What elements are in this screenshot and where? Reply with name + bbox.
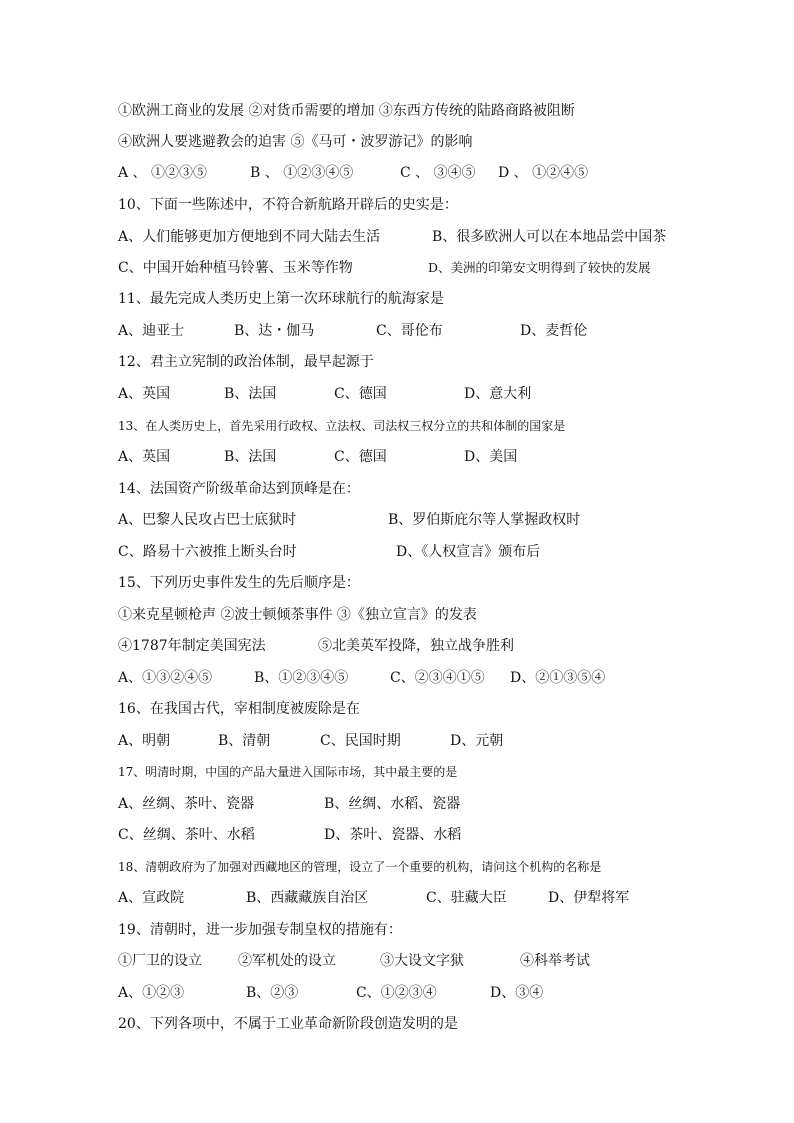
q16-option-a[interactable]: A、明朝 bbox=[118, 733, 171, 749]
q12-options bbox=[118, 383, 678, 405]
q15-item-4: ④1787年制定美国宪法 bbox=[118, 638, 266, 654]
q20-stem: 20、下列各项中，不属于工业革命新阶段创造发明的是 bbox=[118, 1016, 458, 1032]
q15-items-line1: ①来克星顿枪声 ②波士顿倾茶事件 ③《独立宣言》的发表 bbox=[118, 607, 477, 623]
q14-option-d[interactable]: D、《人权宣言》颁布后 bbox=[396, 544, 541, 560]
q13-option-d[interactable]: D、美国 bbox=[464, 449, 518, 465]
q17-options-row1 bbox=[118, 793, 678, 815]
q16-option-c[interactable]: C、民国时期 bbox=[320, 733, 401, 749]
q19-options bbox=[118, 982, 678, 1004]
q12-option-c[interactable]: C、德国 bbox=[334, 386, 387, 402]
q11-options bbox=[118, 320, 678, 342]
q15-option-d[interactable]: D、②①③⑤④ bbox=[510, 670, 606, 686]
q10-option-a[interactable]: A、人们能够更加方便地到不同大陆去生活 bbox=[118, 229, 381, 245]
q15-stem: 15、下列历史事件发生的先后顺序是： bbox=[118, 575, 360, 591]
q14-options-row1 bbox=[118, 509, 678, 531]
q11-option-d[interactable]: D、麦哲伦 bbox=[520, 323, 588, 339]
q18-option-a[interactable]: A、宣政院 bbox=[118, 890, 185, 906]
q17-stem: 17、明清时期，中国的产品大量进入国际市场，其中最主要的是 bbox=[118, 765, 458, 779]
q11-stem: 11、最先完成人类历史上第一次环球航行的航海家是 bbox=[118, 291, 444, 307]
q18-stem: 18、清朝政府为了加强对西藏地区的管理，设立了一个重要的机构，请问这个机构的名称是 bbox=[118, 860, 602, 874]
q15-option-b[interactable]: B、①②③④⑤ bbox=[254, 670, 349, 686]
q16-option-b[interactable]: B、清朝 bbox=[218, 733, 271, 749]
q13-option-a[interactable]: A、英国 bbox=[118, 449, 171, 465]
q15-item-5: ⑤北美英军投降，独立战争胜利 bbox=[318, 638, 514, 654]
q9-option-b[interactable]: B 、 ①②③④⑤ bbox=[250, 165, 354, 181]
q9-items-line2: ④欧洲人要逃避教会的迫害 ⑤《马可・波罗游记》的影响 bbox=[118, 134, 473, 150]
q17-option-a[interactable]: A、丝绸、茶叶、瓷器 bbox=[118, 796, 255, 812]
q14-option-b[interactable]: B、罗伯斯庇尔等人掌握政权时 bbox=[388, 512, 581, 528]
q10-stem: 10、下面一些陈述中，不符合新航路开辟后的史实是： bbox=[118, 197, 458, 213]
q11-option-a[interactable]: A、迪亚士 bbox=[118, 323, 185, 339]
q9-options bbox=[118, 162, 678, 184]
q13-options bbox=[118, 446, 678, 468]
q19-option-b[interactable]: B、②③ bbox=[246, 985, 299, 1001]
q14-options-row2 bbox=[118, 541, 678, 563]
q9-option-a[interactable]: A 、 ①②③⑤ bbox=[118, 165, 208, 181]
q9-option-c[interactable]: C 、 ③④⑤ bbox=[400, 165, 476, 181]
q18-option-b[interactable]: B、西藏藏族自治区 bbox=[246, 890, 369, 906]
q12-stem: 12、君主立宪制的政治体制，最早起源于 bbox=[118, 354, 374, 370]
q17-option-c[interactable]: C、丝绸、茶叶、水稻 bbox=[118, 827, 255, 843]
q17-option-d[interactable]: D、茶叶、瓷器、水稻 bbox=[324, 827, 462, 843]
q19-items bbox=[118, 950, 678, 972]
q10-option-c[interactable]: C、中国开始种植马铃薯、玉米等作物 bbox=[118, 260, 353, 276]
q14-option-c[interactable]: C、路易十六被推上断头台时 bbox=[118, 544, 297, 560]
q17-options-row2 bbox=[118, 824, 678, 846]
q19-item-4: ④科举考试 bbox=[520, 953, 590, 969]
q19-item-2: ②军机处的设立 bbox=[238, 953, 336, 969]
q15-option-c[interactable]: C、②③④①⑤ bbox=[390, 670, 485, 686]
q13-option-c[interactable]: C、德国 bbox=[334, 449, 387, 465]
q16-stem: 16、在我国古代，宰相制度被废除是在 bbox=[118, 701, 360, 717]
q10-options-row1 bbox=[118, 226, 678, 248]
q16-option-d[interactable]: D、元朝 bbox=[450, 733, 504, 749]
q15-items-line2 bbox=[118, 635, 678, 657]
q10-option-d[interactable]: D、美洲的印第安文明得到了较快的发展 bbox=[428, 260, 651, 275]
q10-option-b[interactable]: B、很多欧洲人可以在本地品尝中国茶 bbox=[432, 229, 667, 245]
q12-option-b[interactable]: B、法国 bbox=[224, 386, 277, 402]
q13-option-b[interactable]: B、法国 bbox=[224, 449, 277, 465]
q12-option-d[interactable]: D、意大利 bbox=[464, 386, 532, 402]
q11-option-b[interactable]: B、达・伽马 bbox=[234, 323, 315, 339]
q16-options bbox=[118, 730, 678, 752]
q15-option-a[interactable]: A、①③②④⑤ bbox=[118, 670, 213, 686]
q14-option-a[interactable]: A、巴黎人民攻占巴士底狱时 bbox=[118, 512, 297, 528]
q12-option-a[interactable]: A、英国 bbox=[118, 386, 171, 402]
q10-options-row2 bbox=[118, 257, 678, 279]
q18-options bbox=[118, 887, 678, 909]
q9-items-line1: ①欧洲工商业的发展 ②对货币需要的增加 ③东西方传统的陆路商路被阻断 bbox=[118, 103, 575, 119]
q18-option-c[interactable]: C、驻藏大臣 bbox=[426, 890, 507, 906]
q19-item-3: ③大设文字狱 bbox=[380, 953, 464, 969]
q13-stem: 13、在人类历史上，首先采用行政权、立法权、司法权三权分立的共和体制的国家是 bbox=[118, 419, 566, 433]
q19-option-c[interactable]: C、①②③④ bbox=[356, 985, 437, 1001]
q17-option-b[interactable]: B、丝绸、水稻、瓷器 bbox=[324, 796, 461, 812]
q19-stem: 19、清朝时，进一步加强专制皇权的措施有： bbox=[118, 922, 402, 938]
q19-option-a[interactable]: A、①②③ bbox=[118, 985, 185, 1001]
q19-option-d[interactable]: D、③④ bbox=[490, 985, 544, 1001]
q11-option-c[interactable]: C、哥伦布 bbox=[376, 323, 443, 339]
q19-item-1: ①厂卫的设立 bbox=[118, 953, 202, 969]
q9-option-d[interactable]: D 、 ①②④⑤ bbox=[498, 165, 589, 181]
q14-stem: 14、法国资产阶级革命达到顶峰是在： bbox=[118, 481, 360, 497]
q15-options bbox=[118, 667, 678, 689]
q18-option-d[interactable]: D、伊犁将军 bbox=[548, 890, 630, 906]
